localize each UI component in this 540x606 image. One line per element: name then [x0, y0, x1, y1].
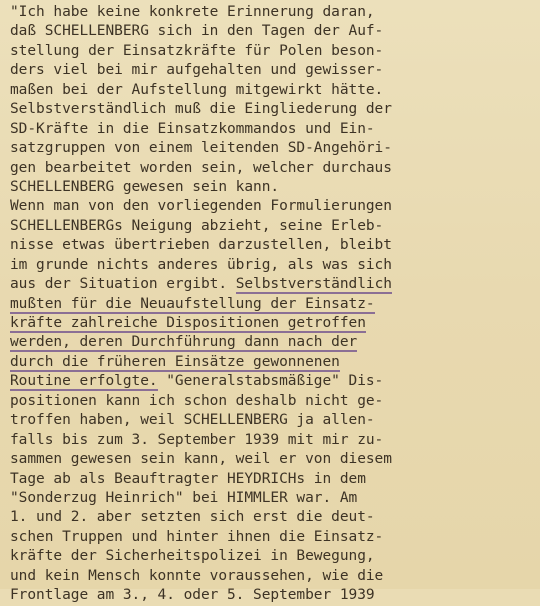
text-line	[10, 295, 535, 314]
text-segment: gen bearbeitet worden sein, welcher durchaus	[10, 159, 392, 176]
text-line	[10, 508, 535, 527]
underlined-text-segment: werden, deren Durchführung dann nach der	[10, 334, 358, 351]
text-segment: SCHELLENBERGs Neigung abzieht, seine Erleb-	[10, 217, 384, 234]
text-segment: Tage ab als Beauftragter HEYDRICHs in dem	[10, 470, 366, 487]
text-line	[10, 470, 535, 489]
typewritten-text	[10, 3, 535, 606]
text-line	[10, 372, 535, 391]
text-line	[10, 120, 535, 139]
text-line	[10, 353, 535, 372]
text-segment: SD-Kräfte in die Einsatzkommandos und Ein-	[10, 120, 375, 137]
text-segment: kräfte der Sicherheitspolizei in Bewegung,	[10, 548, 375, 565]
text-line	[10, 411, 535, 430]
text-segment: sammen gewesen sein kann, weil er von diesem	[10, 451, 392, 468]
text-segment: "Sonderzug Heinrich" bei HIMMLER war. Am	[10, 489, 358, 506]
text-segment: satzgruppen von einem leitenden SD-Angehöri-	[10, 140, 392, 157]
text-line	[10, 392, 535, 411]
text-line	[10, 217, 535, 236]
text-segment: schen Truppen und hinter ihnen die Einsatz-	[10, 528, 384, 545]
text-line	[10, 61, 535, 80]
text-segment: ders viel bei mir aufgehalten und gewisser-	[10, 62, 384, 79]
text-segment: und kein Mensch konnte voraussehen, wie die	[10, 567, 384, 584]
text-segment: SCHELLENBERG gewesen sein kann.	[10, 178, 280, 195]
text-line	[10, 100, 535, 119]
text-line	[10, 178, 535, 197]
text-segment: Selbstverständlich muß die Eingliederung der	[10, 101, 392, 118]
underlined-text-segment: mußten für die Neuaufstellung der Einsatz-	[10, 295, 375, 312]
text-line	[10, 256, 535, 275]
text-line	[10, 567, 535, 586]
text-segment: maßen bei der Aufstellung mitgewirkt hätte.	[10, 81, 384, 98]
text-line	[10, 450, 535, 469]
text-line	[10, 431, 535, 450]
text-segment: stellung der Einsatzkräfte für Polen beson-	[10, 42, 384, 59]
text-line	[10, 197, 535, 216]
text-line	[10, 159, 535, 178]
text-line	[10, 314, 535, 333]
text-line	[10, 547, 535, 566]
text-line	[10, 81, 535, 100]
underlined-text-segment: kräfte zahlreiche Dispositionen getroffen	[10, 315, 366, 331]
text-segment: im grunde nichts anderes übrig, als was sich	[10, 256, 392, 273]
text-line	[10, 3, 535, 22]
text-segment: Frontlage am 3., 4. oder 5. September 1939	[10, 587, 375, 604]
text-line	[10, 586, 535, 605]
text-segment: aus der Situation ergibt.	[10, 276, 236, 293]
text-segment: "Generalstabsmäßige" Dis-	[157, 373, 384, 390]
text-line	[10, 275, 535, 294]
text-segment: 1. und 2. aber setzten sich erst die deut-	[10, 509, 375, 526]
text-segment: falls bis zum 3. September 1939 mit mir zu-	[10, 431, 384, 448]
text-line	[10, 489, 535, 508]
text-line	[10, 42, 535, 61]
text-line	[10, 333, 535, 352]
text-segment: "Ich habe keine konkrete Erinnerung daran,	[10, 4, 375, 20]
text-line	[10, 236, 535, 255]
text-segment: Wenn man von den vorliegenden Formulierungen	[10, 198, 392, 215]
text-segment: positionen kann ich schon deshalb nicht ge-	[10, 392, 384, 409]
text-line	[10, 528, 535, 547]
text-segment: troffen haben, weil SCHELLENBERG ja allen-	[10, 412, 375, 429]
text-segment: nisse etwas übertrieben darzustellen, bleibt	[10, 237, 392, 254]
underlined-text-segment: Routine erfolgte.	[10, 373, 158, 390]
underlined-text-segment: Selbstverständlich	[235, 276, 392, 293]
text-line	[10, 22, 535, 41]
text-segment: daß SCHELLENBERG sich in den Tagen der Auf-	[10, 23, 384, 40]
text-line	[10, 139, 535, 158]
underlined-text-segment: durch die früheren Einsätze gewonnenen	[10, 353, 340, 370]
